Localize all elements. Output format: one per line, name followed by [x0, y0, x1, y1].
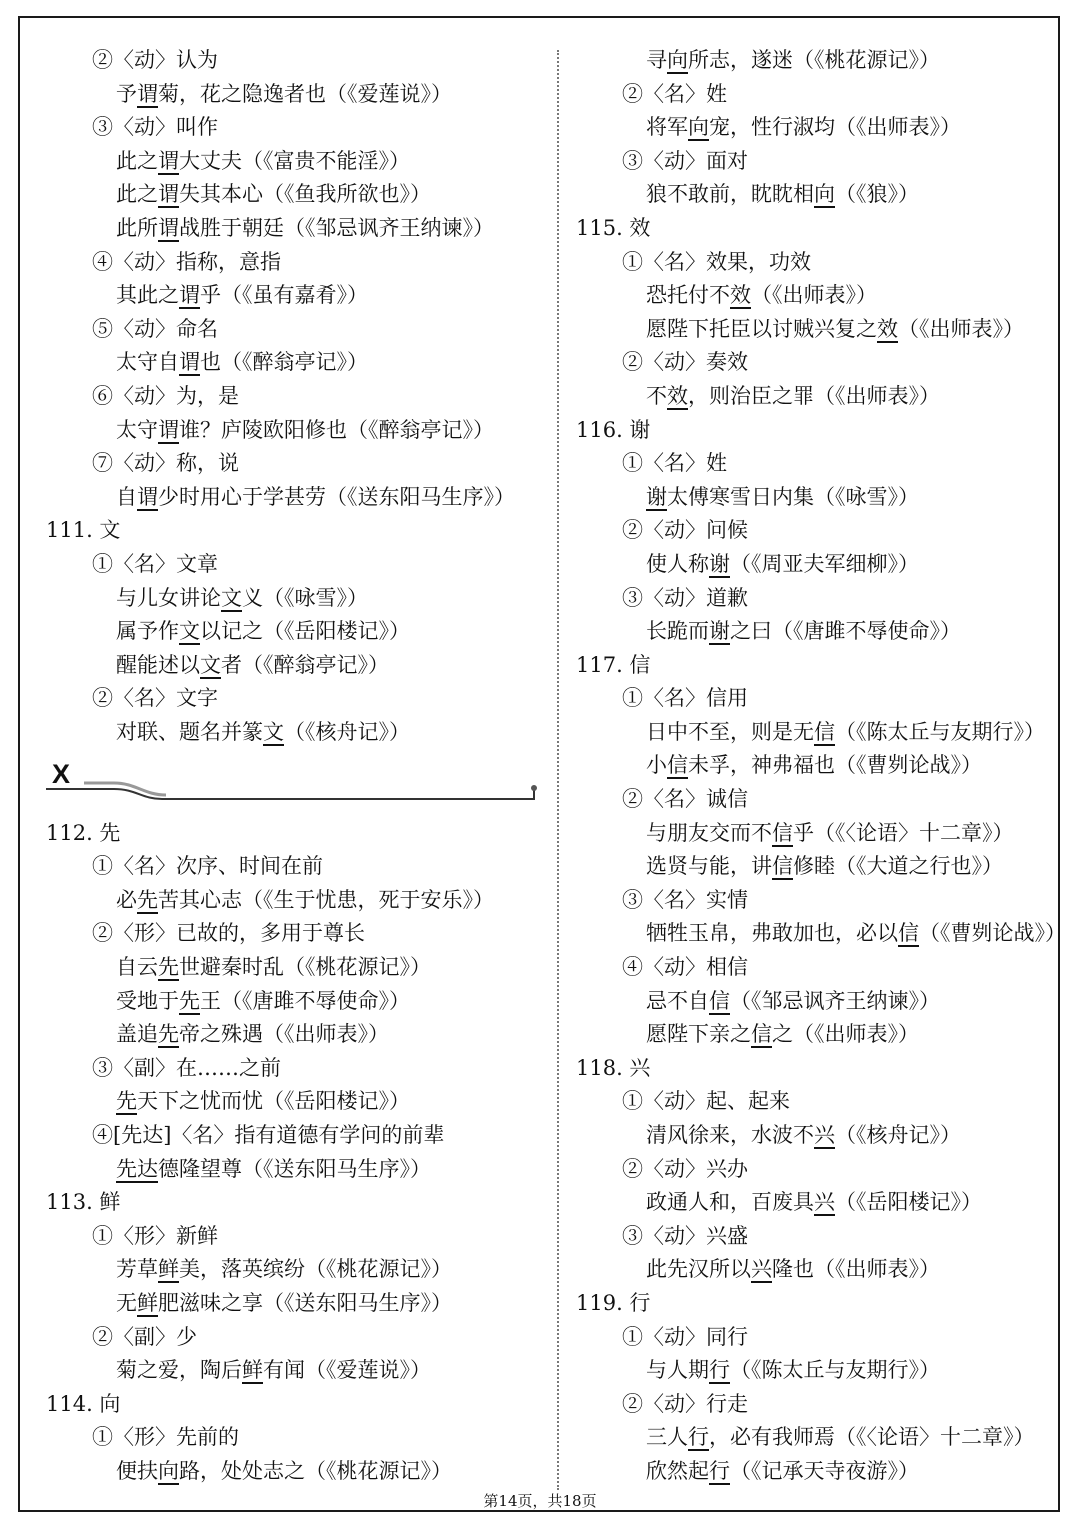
underlined-word: 信: [667, 753, 688, 778]
text-span: 清风徐来，水波不: [646, 1123, 814, 1147]
text-span: 宠，性行淑均（《出师表》）: [709, 115, 961, 140]
example-line: [576, 1455, 1054, 1489]
underlined-word: 行: [709, 1458, 730, 1483]
text-span: 路，处处志之（《桃花源记》）: [179, 1458, 452, 1483]
section-letter: X: [52, 759, 71, 789]
text-span: 与人期: [646, 1358, 709, 1383]
underlined-word: 先: [158, 1022, 179, 1047]
example-line: [576, 1186, 1054, 1220]
text-span: （《狼》）: [835, 182, 919, 207]
text-span: 太守: [116, 417, 158, 442]
text-span: 者（《醉翁亭记》）: [221, 652, 389, 677]
underlined-word: 先: [137, 887, 158, 912]
text-span: 此先汉所以: [646, 1257, 751, 1282]
sense-line: [576, 582, 1054, 616]
example-line: [46, 951, 546, 985]
text-span: 恐托付不: [646, 283, 730, 308]
text-span: 114. 向: [46, 1391, 121, 1416]
example-line: [46, 1018, 546, 1052]
text-span: ②〈名〉文字: [92, 686, 218, 711]
text-span: ②〈形〉已故的，多用于尊长: [92, 921, 365, 946]
example-line: [46, 716, 546, 750]
underlined-word: 谓: [158, 148, 179, 173]
example-line: [46, 279, 546, 313]
text-span: 无: [116, 1290, 137, 1315]
example-line: [46, 615, 546, 649]
text-span: 有闻（《爱莲说》）: [263, 1358, 431, 1383]
example-line: [576, 1421, 1054, 1455]
text-span: 狼不敢前，眈眈相: [646, 182, 814, 207]
underlined-word: 谓: [158, 182, 179, 207]
text-span: ③〈名〉实情: [622, 887, 748, 912]
text-span: ②〈动〉兴办: [622, 1156, 748, 1181]
underlined-word: 效: [667, 383, 688, 408]
text-span: 欣然起: [646, 1458, 709, 1483]
underlined-word: 谓: [158, 417, 179, 442]
example-line: [576, 917, 1066, 951]
example-line: [46, 1085, 546, 1119]
text-span: ③〈动〉兴盛: [622, 1223, 748, 1248]
text-span: （《陈太丘与友期行》）: [730, 1358, 940, 1383]
sense-line: [576, 246, 1054, 280]
text-span: 苦其心志（《生于忧患，死于安乐》）: [158, 887, 494, 912]
example-line: [46, 649, 546, 683]
example-line: [576, 279, 1054, 313]
example-line: [576, 380, 1054, 414]
text-span: 必: [116, 887, 137, 912]
text-span: ①〈名〉效果，功效: [622, 249, 811, 274]
text-span: ⑦〈动〉称，说: [92, 451, 239, 476]
entry-heading: [46, 1388, 546, 1422]
example-line: [46, 346, 546, 380]
underlined-word: 信: [709, 988, 730, 1013]
text-span: ，必有我师焉（《〈论语〉十二章》）: [709, 1425, 1035, 1450]
text-span: ②〈动〉奏效: [622, 350, 748, 375]
text-span: ①〈名〉次序、时间在前: [92, 854, 323, 879]
text-span: 小: [646, 753, 667, 778]
text-span: 菊之爱，陶后: [116, 1358, 242, 1383]
entry-heading: [576, 414, 1054, 448]
example-line: [46, 1253, 546, 1287]
sense-line: [46, 850, 546, 884]
page-footer: 第14页，共18页: [483, 1492, 597, 1510]
text-span: 之（《出师表》）: [772, 1022, 919, 1047]
text-span: （《出师表》）: [898, 316, 1024, 341]
underlined-word: 鲜: [242, 1358, 263, 1383]
text-span: ②〈动〉问候: [622, 518, 748, 543]
entry-heading: [576, 1052, 1054, 1086]
example-line: [576, 749, 1054, 783]
text-span: ②〈副〉少: [92, 1324, 197, 1349]
text-span: 112. 先: [46, 820, 121, 845]
example-line: [576, 178, 1054, 212]
sense-line: [576, 447, 1054, 481]
underlined-word: 行: [688, 1425, 709, 1450]
underlined-word: 鲜: [137, 1290, 158, 1315]
text-span: （《曹刿论战》）: [919, 921, 1066, 946]
sense-line: [46, 313, 546, 347]
sense-line: [576, 1085, 1054, 1119]
text-span: 王（《唐雎不辱使命》）: [200, 988, 410, 1013]
underlined-word: 谓: [179, 350, 200, 375]
text-span: （《记承天寺夜游》）: [730, 1458, 919, 1483]
example-line: [576, 44, 1054, 78]
text-span: 115. 效: [576, 215, 651, 240]
example-line: [576, 313, 1054, 347]
text-span: 修睦（《大道之行也》）: [793, 854, 1003, 879]
underlined-word: 信: [751, 1022, 772, 1047]
sense-line: [576, 1220, 1054, 1254]
text-span: （《出师表》）: [751, 283, 877, 308]
text-span: 也（《醉翁亭记》）: [200, 350, 368, 375]
sense-line: [46, 548, 546, 582]
underlined-word: 兴: [751, 1257, 772, 1282]
text-span: （《周亚夫军细柳》）: [730, 551, 919, 576]
text-span: ①〈形〉先前的: [92, 1425, 239, 1450]
text-span: ③〈动〉叫作: [92, 115, 218, 140]
example-line: [576, 615, 1054, 649]
example-line: [576, 1119, 1054, 1153]
text-span: ，则治臣之罪（《出师表》）: [688, 383, 940, 408]
text-span: 118. 兴: [576, 1055, 651, 1080]
text-span: （《岳阳楼记》）: [835, 1190, 982, 1215]
sense-line: [576, 514, 1054, 548]
text-span: 113. 鲜: [46, 1190, 121, 1215]
underlined-word: 谢: [646, 484, 667, 509]
text-span: 盖追: [116, 1022, 158, 1047]
entry-heading: [46, 514, 546, 548]
text-span: 其此之: [116, 283, 179, 308]
underlined-word: 先: [158, 955, 179, 980]
entry-heading: [576, 212, 1054, 246]
text-span: ④[先达]〈名〉指有道德有学问的前辈: [92, 1123, 445, 1147]
text-span: 此之: [116, 182, 158, 207]
text-span: 与儿女讲论: [116, 585, 221, 610]
text-span: 美，落英缤纷（《桃花源记》）: [179, 1257, 452, 1282]
text-span: 义（《咏雪》）: [242, 585, 368, 610]
example-line: [46, 1455, 546, 1489]
sense-line: [46, 1220, 546, 1254]
underlined-word: 文: [221, 585, 242, 610]
underlined-word: 谓: [137, 484, 158, 509]
text-span: 忌不自: [646, 988, 709, 1013]
text-span: 愿陛下托臣以讨贼兴复之: [646, 316, 877, 341]
text-span: 少时用心于学甚劳（《送东阳马生序》）: [158, 484, 515, 509]
text-span: 战胜于朝廷（《邹忌讽齐王纳谏》）: [179, 215, 494, 240]
sense-line: [46, 44, 546, 78]
text-span: 予: [116, 81, 137, 106]
text-span: 属予作: [116, 619, 179, 644]
text-span: 帝之殊遇（《出师表》）: [179, 1022, 389, 1047]
underlined-word: 文: [179, 619, 200, 644]
sense-line: [46, 1421, 546, 1455]
example-line: [576, 817, 1054, 851]
text-span: 119. 行: [576, 1290, 651, 1315]
sense-line: [576, 145, 1054, 179]
text-span: ②〈动〉认为: [92, 48, 218, 72]
sense-line: [576, 78, 1054, 112]
text-span: 芳草: [116, 1257, 158, 1282]
text-span: ②〈名〉诚信: [622, 787, 748, 812]
underlined-word: 信: [814, 719, 835, 744]
section-letter-marker: [44, 757, 544, 803]
section-underline: [46, 789, 534, 799]
text-span: 牺牲玉帛，弗敢加也，必以: [646, 921, 898, 946]
text-span: 长跪而: [646, 619, 709, 644]
sense-line: [576, 951, 1054, 985]
text-span: ④〈动〉相信: [622, 955, 748, 980]
sense-line: [46, 1052, 546, 1086]
underlined-word: 先: [179, 988, 200, 1013]
sense-line: [46, 246, 546, 280]
underlined-word: 向: [814, 182, 835, 207]
example-line: [576, 1253, 1054, 1287]
right-column: [576, 44, 1066, 1489]
text-span: 乎（《〈论语〉十二章》）: [793, 820, 1014, 845]
text-span: ①〈动〉起、起来: [622, 1089, 790, 1114]
text-span: 将军: [646, 115, 688, 140]
underlined-word: 谓: [137, 81, 158, 106]
example-line: [46, 178, 546, 212]
text-span: ①〈动〉同行: [622, 1324, 748, 1349]
text-span: 此之: [116, 148, 158, 173]
text-span: ②〈动〉行走: [622, 1391, 748, 1416]
text-span: （《陈太丘与友期行》）: [835, 719, 1045, 744]
text-span: 太傅寒雪日内集（《咏雪》）: [667, 484, 919, 509]
underlined-word: 谓: [179, 283, 200, 308]
text-span: ③〈动〉面对: [622, 148, 748, 173]
example-line: [46, 145, 546, 179]
underlined-word: 先: [116, 1089, 137, 1114]
text-span: 选贤与能，讲: [646, 854, 772, 879]
example-line: [576, 548, 1054, 582]
example-line: [576, 716, 1054, 750]
example-line: [576, 111, 1054, 145]
underlined-word: 信: [898, 921, 919, 946]
text-span: 自: [116, 484, 137, 509]
example-line: [576, 850, 1054, 884]
text-span: 德隆望尊（《送东阳马生序》）: [158, 1156, 431, 1181]
underlined-word: 文: [200, 652, 221, 677]
text-span: ③〈动〉道歉: [622, 585, 748, 610]
underlined-word: 效: [877, 316, 898, 341]
text-span: 愿陛下亲之: [646, 1022, 751, 1047]
text-span: 菊，花之隐逸者也（《爱莲说》）: [158, 81, 452, 106]
entry-heading: [46, 1186, 546, 1220]
text-span: 与朋友交而不: [646, 820, 772, 845]
underlined-word: 先达: [116, 1156, 158, 1181]
example-line: [46, 1287, 546, 1321]
text-span: ④〈动〉指称，意指: [92, 249, 281, 274]
sense-line: [46, 380, 546, 414]
text-span: 三人: [646, 1425, 688, 1450]
sense-line: [576, 783, 1054, 817]
sense-line: [576, 1388, 1054, 1422]
text-span: ⑤〈动〉命名: [92, 316, 218, 341]
example-line: [46, 1354, 546, 1388]
text-span: 使人称: [646, 551, 709, 576]
example-line: [46, 481, 546, 515]
example-line: [46, 582, 546, 616]
underlined-word: 兴: [814, 1123, 835, 1147]
entry-heading: [576, 649, 1054, 683]
underlined-word: 谓: [158, 215, 179, 240]
sense-line: [46, 682, 546, 716]
text-span: （《邹忌讽齐王纳谏》）: [730, 988, 940, 1013]
example-line: [576, 481, 1054, 515]
underlined-word: 谢: [709, 619, 730, 644]
text-span: 失其本心（《鱼我所欲也》）: [179, 182, 431, 207]
text-span: 大丈夫（《富贵不能淫》）: [179, 148, 410, 173]
text-span: 此所: [116, 215, 158, 240]
text-span: 太守自: [116, 350, 179, 375]
example-line: [576, 985, 1054, 1019]
example-line: [46, 212, 546, 246]
text-span: 醒能述以: [116, 652, 200, 677]
sense-line: [576, 1153, 1054, 1187]
text-span: 谁？庐陵欧阳修也（《醉翁亭记》）: [179, 417, 494, 442]
example-line: [46, 1153, 546, 1187]
text-span: （《核舟记》）: [284, 719, 410, 744]
text-span: 便扶: [116, 1458, 158, 1483]
text-span: 政通人和，百废具: [646, 1190, 814, 1215]
underlined-word: 信: [772, 820, 793, 845]
text-span: 116. 谢: [576, 417, 651, 442]
underlined-word: 谢: [709, 551, 730, 576]
text-span: ①〈名〉姓: [622, 451, 727, 476]
sense-line: [46, 1321, 546, 1355]
text-span: 天下之忧而忧（《岳阳楼记》）: [137, 1089, 410, 1114]
text-span: ②〈名〉姓: [622, 81, 727, 106]
example-line: [46, 985, 546, 1019]
underlined-word: 向: [688, 115, 709, 140]
underlined-word: 行: [709, 1358, 730, 1383]
text-span: 未孚，神弗福也（《曹刿论战》）: [688, 753, 982, 778]
text-span: 之曰（《唐雎不辱使命》）: [730, 619, 961, 644]
text-span: 自云: [116, 955, 158, 980]
underlined-word: 向: [667, 48, 688, 72]
sense-line: [576, 1321, 1054, 1355]
text-span: 乎（《虽有嘉肴》）: [200, 283, 368, 308]
text-span: ①〈名〉文章: [92, 551, 218, 576]
entry-heading: [46, 817, 546, 851]
sense-line: [576, 346, 1054, 380]
text-span: ①〈名〉信用: [622, 686, 748, 711]
underlined-word: 文: [263, 719, 284, 744]
text-span: ③〈副〉在……之前: [92, 1055, 281, 1080]
text-span: 肥滋味之享（《送东阳马生序》）: [158, 1290, 452, 1315]
sense-line: [576, 884, 1054, 918]
example-line: [576, 1354, 1054, 1388]
text-span: ⑥〈动〉为，是: [92, 383, 239, 408]
text-span: 寻: [646, 48, 667, 72]
underlined-word: 信: [772, 854, 793, 879]
sense-line: [46, 447, 546, 481]
underlined-word: 兴: [814, 1190, 835, 1215]
example-line: [46, 78, 546, 112]
text-span: 日中不至，则是无: [646, 719, 814, 744]
text-span: 受地于: [116, 988, 179, 1013]
underlined-word: 效: [730, 283, 751, 308]
underlined-word: 鲜: [158, 1257, 179, 1282]
sense-line: [46, 917, 546, 951]
text-span: 世避秦时乱（《桃花源记》）: [179, 955, 431, 980]
text-span: 以记之（《岳阳楼记》）: [200, 619, 410, 644]
entry-heading: [576, 1287, 1054, 1321]
text-span: 117. 信: [576, 652, 651, 677]
sense-line: [576, 682, 1054, 716]
text-span: ①〈形〉新鲜: [92, 1223, 218, 1248]
text-span: 111. 文: [46, 518, 121, 543]
text-span: 隆也（《出师表》）: [772, 1257, 940, 1282]
text-span: 对联、题名并篆: [116, 719, 263, 744]
text-span: 所志，遂迷（《桃花源记》）: [688, 48, 940, 72]
section-end-dot: [531, 785, 537, 791]
text-span: （《核舟记》）: [835, 1123, 961, 1147]
column-divider: [557, 50, 559, 1490]
underlined-word: 向: [158, 1458, 179, 1483]
example-line: [46, 414, 546, 448]
example-line: [46, 884, 546, 918]
example-line: [576, 1018, 1054, 1052]
sense-line: [46, 111, 546, 145]
text-span: 不: [646, 383, 667, 408]
sense-line: [46, 1119, 546, 1153]
